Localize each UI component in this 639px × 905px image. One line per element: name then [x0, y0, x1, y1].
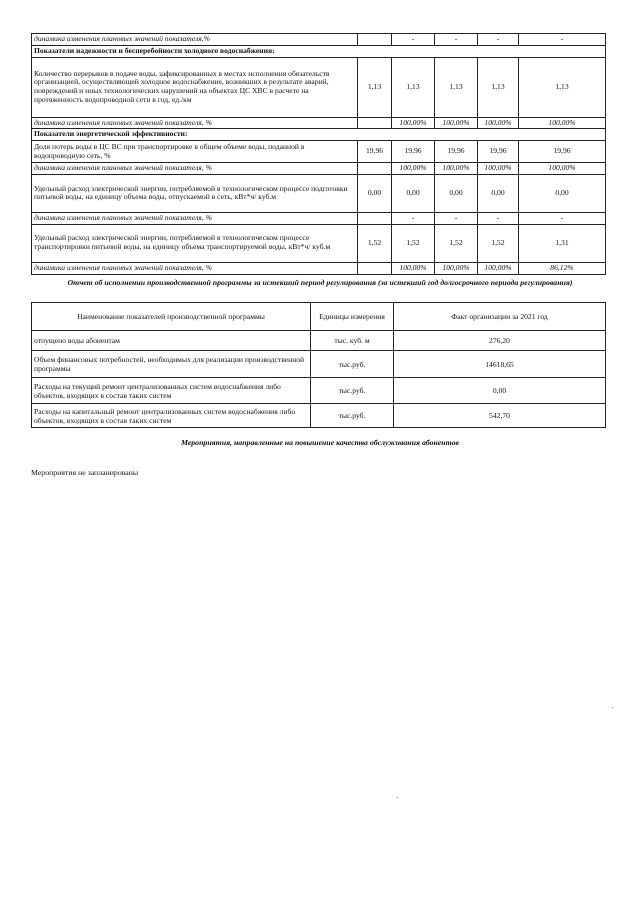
- section-title: Показатели надежности и бесперебойности холодного водоснабжения:: [32, 45, 606, 57]
- dynamics-label: динамика изменения плановых значений показателя, %: [32, 212, 358, 224]
- report-fact-value: 14618,65: [394, 351, 606, 378]
- value-cell: 100,00%: [392, 117, 435, 129]
- report-row: [32, 378, 606, 404]
- value-cell: 1,52: [358, 224, 392, 262]
- dynamics-label: динамика изменения плановых значений показателя, %: [32, 117, 358, 129]
- value-cell: [358, 163, 392, 175]
- value-cell: 100,00%: [478, 262, 519, 274]
- indicator-label: Удельный расход электрической энергии, потребляемой в технологическом процессе подготовки питьевой воды, на единицу объема воды, отпускаемой в сеть, кВт*ч/ куб.м: [32, 174, 358, 212]
- value-cell: -: [435, 34, 478, 46]
- report-row: [32, 351, 606, 378]
- report-indicator-name: отпущено воды абонентам: [32, 331, 311, 351]
- value-cell: 1,13: [392, 57, 435, 117]
- value-cell: 1,52: [435, 224, 478, 262]
- report-row: [32, 331, 606, 351]
- value-cell: -: [519, 212, 606, 224]
- value-cell: 1,52: [478, 224, 519, 262]
- dynamics-label: динамика изменения плановых значений показателя, %: [32, 163, 358, 175]
- report-table-header-row: [32, 303, 606, 331]
- section-row: [32, 45, 606, 57]
- report-unit: тыс. куб. м: [311, 331, 394, 351]
- value-cell: 100,00%: [392, 262, 435, 274]
- value-cell: -: [478, 212, 519, 224]
- value-cell: 0,00: [519, 174, 606, 212]
- indicator-row: [32, 174, 606, 212]
- value-cell: 19,96: [478, 141, 519, 163]
- value-cell: 86,12%: [519, 262, 606, 274]
- value-cell: 19,96: [358, 141, 392, 163]
- value-cell: 100,00%: [435, 163, 478, 175]
- dynamics-row: [32, 34, 606, 46]
- dynamics-row: [32, 117, 606, 129]
- report-unit: тыс.руб.: [311, 351, 394, 378]
- measures-heading: Мероприятия, направленные на повышение качества обслуживания абонентов: [181, 438, 459, 447]
- value-cell: -: [519, 34, 606, 46]
- value-cell: -: [478, 34, 519, 46]
- indicator-label: Доля потерь воды в ЦС ВС при транспортировке в общем объеме воды, поданной в водопроводную сеть, %: [32, 141, 358, 163]
- report-indicator-name: Расходы на капитальный ремонт централизованных систем водоснабжения либо объектов, входящих в состав таких систем: [32, 404, 311, 428]
- report-row: [32, 404, 606, 428]
- value-cell: 100,00%: [519, 117, 606, 129]
- value-cell: [358, 117, 392, 129]
- value-cell: -: [392, 34, 435, 46]
- header-indicator-name: Наименование показателей производственной программы: [32, 303, 311, 331]
- value-cell: 100,00%: [519, 163, 606, 175]
- value-cell: [358, 34, 392, 46]
- report-fact-value: 0,00: [394, 378, 606, 404]
- report-indicator-name: Объем финансовых потребностей, необходимых для реализации производственной программы: [32, 351, 311, 378]
- dynamics-row: [32, 262, 606, 274]
- indicator-row: [32, 57, 606, 117]
- value-cell: 0,00: [478, 174, 519, 212]
- indicator-label: Количество перерывов в подаче воды, зафиксированных в местах исполнения обязательств организацией, осуществляющей холодное водоснабжение, возникших в результате аварий, повреждений и иных технологических нарушений на объектах ЦС ХВС в расчете на протяженность водопроводной сети в год, ед./км: [32, 57, 358, 117]
- value-cell: 1,13: [519, 57, 606, 117]
- dynamics-label: динамика изменения плановых значений показателя,%: [32, 34, 358, 46]
- value-cell: 19,96: [435, 141, 478, 163]
- dynamics-row: [32, 212, 606, 224]
- indicators-table: [31, 33, 606, 275]
- report-caption: Отчет об исполнении производственной программы за истекший период регулирования (за истекший год долгосрочного периода регулирования): [67, 278, 573, 287]
- value-cell: 1,13: [435, 57, 478, 117]
- indicator-row: [32, 224, 606, 262]
- value-cell: 1,52: [392, 224, 435, 262]
- report-fact-value: 542,70: [394, 404, 606, 428]
- value-cell: -: [392, 212, 435, 224]
- scan-speck: [397, 797, 398, 798]
- value-cell: 100,00%: [392, 163, 435, 175]
- scan-speck: [612, 707, 613, 708]
- measures-note: Мероприятия не запланированы: [31, 468, 139, 477]
- dynamics-row: [32, 163, 606, 175]
- header-fact-2021: Факт организации за 2021 год: [394, 303, 606, 331]
- value-cell: 1,31: [519, 224, 606, 262]
- indicator-label: Удельный расход электрической энергии, потребляемой в технологическом процессе транспортировки питьевой воды, на единицу объема транспортируемой воды, кВт*ч/ куб.м: [32, 224, 358, 262]
- report-indicator-name: Расходы на текущий ремонт централизованных систем водоснабжения либо объектов, входящих в состав таких систем: [32, 378, 311, 404]
- value-cell: 100,00%: [435, 117, 478, 129]
- value-cell: 100,00%: [478, 117, 519, 129]
- value-cell: 100,00%: [478, 163, 519, 175]
- value-cell: [358, 262, 392, 274]
- report-unit: тыс.руб.: [311, 378, 394, 404]
- value-cell: 19,96: [392, 141, 435, 163]
- indicator-row: [32, 141, 606, 163]
- value-cell: 0,00: [392, 174, 435, 212]
- value-cell: 1,13: [358, 57, 392, 117]
- production-program-report-table: [31, 302, 606, 428]
- value-cell: -: [435, 212, 478, 224]
- value-cell: 0,00: [435, 174, 478, 212]
- value-cell: 0,00: [358, 174, 392, 212]
- section-title: Показатели энергетической эффективности:: [32, 129, 606, 141]
- header-unit: Единицы измерения: [311, 303, 394, 331]
- value-cell: 100,00%: [435, 262, 478, 274]
- value-cell: 1,13: [478, 57, 519, 117]
- report-unit: тыс.руб.: [311, 404, 394, 428]
- value-cell: [358, 212, 392, 224]
- section-row: [32, 129, 606, 141]
- value-cell: 19,96: [519, 141, 606, 163]
- report-fact-value: 276,20: [394, 331, 606, 351]
- dynamics-label: динамика изменения плановых значений показателя, %: [32, 262, 358, 274]
